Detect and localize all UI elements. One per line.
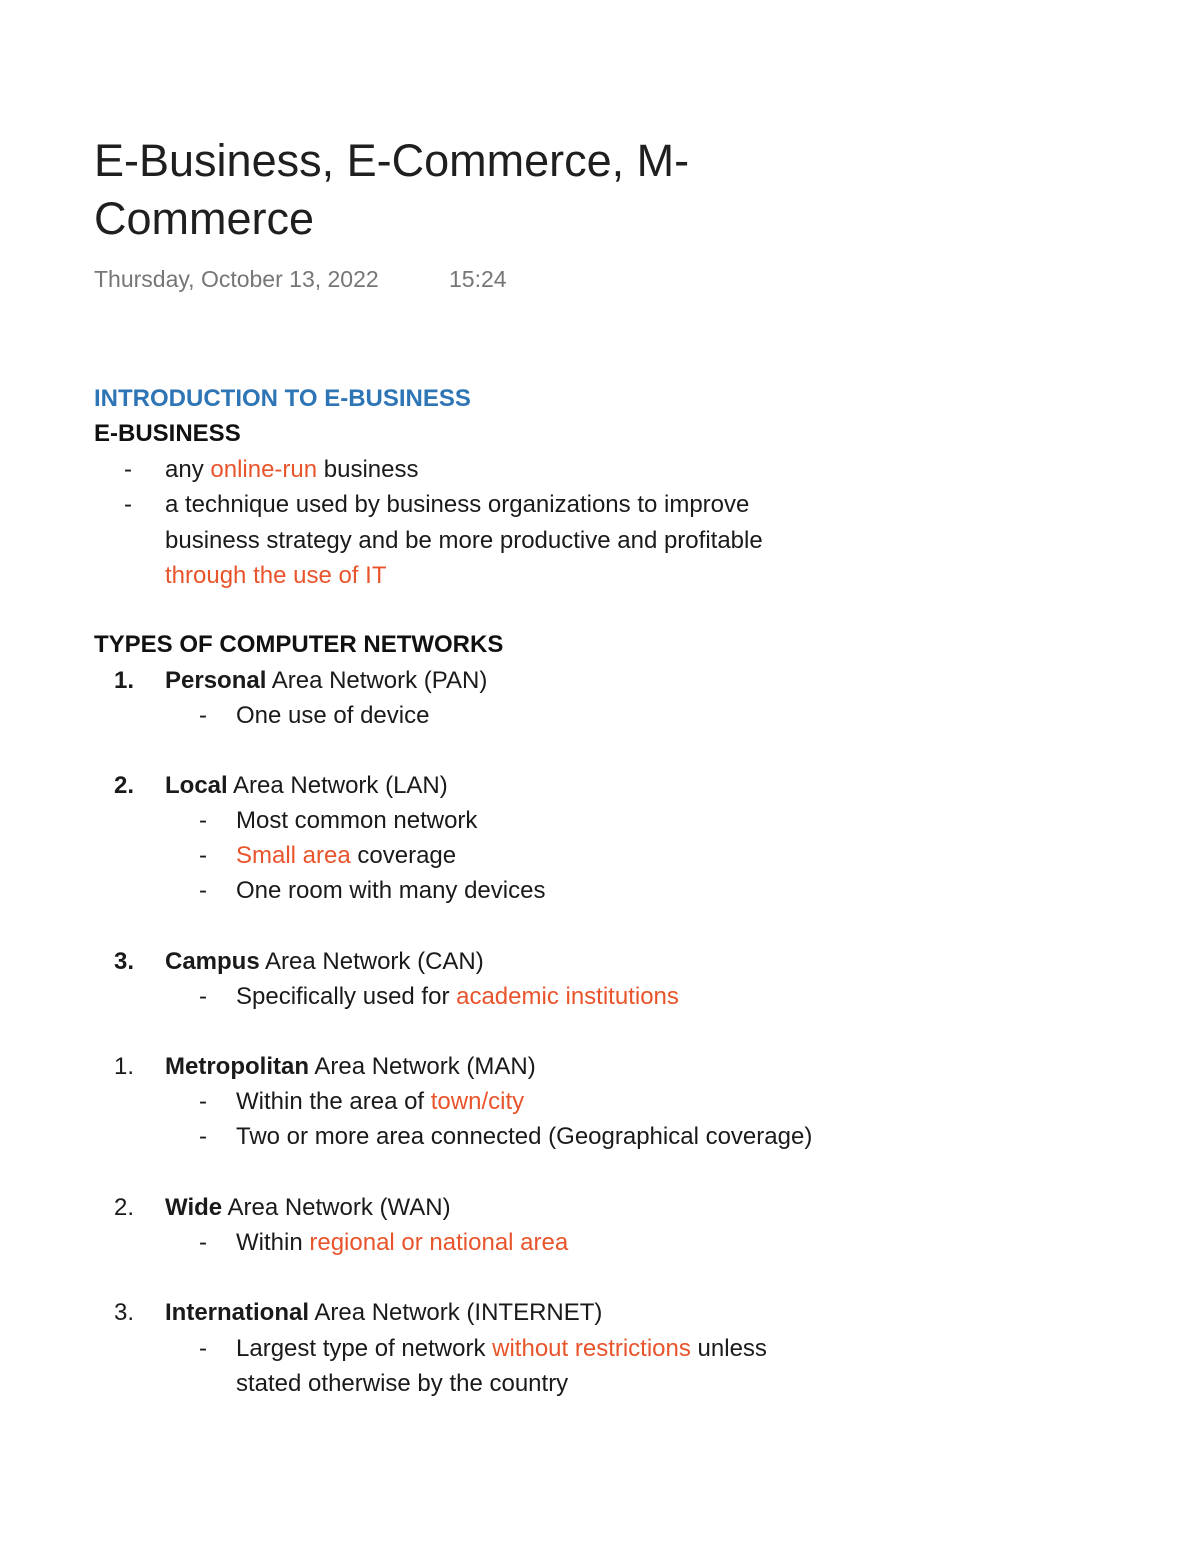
list-number: 2. [114,772,135,799]
network-name: Wide [165,1194,223,1221]
bullet-dash: - [124,456,132,483]
network-bullet [236,1228,568,1258]
network-bullet [236,841,456,871]
network-label: Area Network (WAN) [222,1194,451,1221]
ebusiness-subheading: E-BUSINESS [94,420,241,447]
intro-bullet-2-line1: a technique used by business organizations to improve [165,491,750,518]
network-bullet-continuation: stated otherwise by the country [236,1370,569,1397]
network-bullet: Two or more area connected (Geographical coverage) [236,1123,813,1150]
list-number: 3. [114,1299,135,1326]
network-bullet-text-end: unless [690,1335,767,1362]
bullet-dash: - [199,1335,207,1362]
network-bullet-highlight: regional or national area [309,1229,569,1256]
page-title-line1: E-Business, E-Commerce, M- [94,135,690,186]
network-label: Area Network (PAN) [266,667,488,694]
network-bullet-highlight: town/city [430,1088,525,1115]
network-bullet [236,1087,524,1117]
intro-heading: INTRODUCTION TO E-BUSINESS [94,385,471,412]
page-date: Thursday, October 13, 2022 [94,266,379,292]
network-bullet-text: Within the area of [236,1088,431,1115]
intro-bullet-1-text-end: business [317,456,419,483]
network-bullet-text: coverage [350,842,457,869]
network-label: Area Network (MAN) [309,1053,536,1080]
network-bullet [236,982,679,1012]
network-bullet [236,1334,767,1364]
networks-heading: TYPES OF COMPUTER NETWORKS [94,631,504,658]
page-title-line2: Commerce [94,193,315,244]
intro-bullet-1-highlight: online-run [210,456,318,483]
list-number: 2. [114,1194,135,1221]
network-name: Local [165,772,228,799]
list-number: 1. [114,1053,135,1080]
page-time: 15:24 [449,266,507,292]
network-bullet-text: Specifically used for [236,983,457,1010]
network-bullet-text: Within [236,1229,310,1256]
bullet-dash: - [199,983,207,1010]
intro-bullet-1 [165,455,419,485]
network-item-internet [165,1298,602,1328]
list-number: 3. [114,948,135,975]
bullet-dash: - [199,1088,207,1115]
network-item-man [165,1052,536,1082]
bullet-dash: - [124,491,132,518]
intro-bullet-2-line2: business strategy and be more productive and profitable [165,527,763,554]
network-bullet: One room with many devices [236,877,546,904]
bullet-dash: - [199,702,207,729]
bullet-dash: - [199,1123,207,1150]
bullet-dash: - [199,1229,207,1256]
network-bullet-highlight: academic institutions [456,983,679,1010]
network-label: Area Network (LAN) [227,772,448,799]
network-label: Area Network (CAN) [259,948,484,975]
bullet-dash: - [199,842,207,869]
intro-bullet-1-text: any [165,456,211,483]
network-bullet: One use of device [236,702,430,729]
network-name: Metropolitan [165,1053,309,1080]
network-bullet-highlight: without restrictions [492,1335,691,1362]
network-item-pan [165,666,487,696]
network-bullet: Most common network [236,807,478,834]
network-item-lan [165,771,448,801]
intro-bullet-2-line3: through the use of IT [165,562,387,589]
network-item-wan [165,1193,451,1223]
bullet-dash: - [199,877,207,904]
list-number: 1. [114,667,135,694]
network-name: Personal [165,667,267,694]
network-item-can [165,947,484,977]
network-label: Area Network (INTERNET) [309,1299,603,1326]
network-bullet-text: Largest type of network [236,1335,493,1362]
page-title [94,132,794,248]
bullet-dash: - [199,807,207,834]
network-name: Campus [165,948,260,975]
network-name: International [165,1299,310,1326]
network-bullet-highlight: Small area [236,842,351,869]
